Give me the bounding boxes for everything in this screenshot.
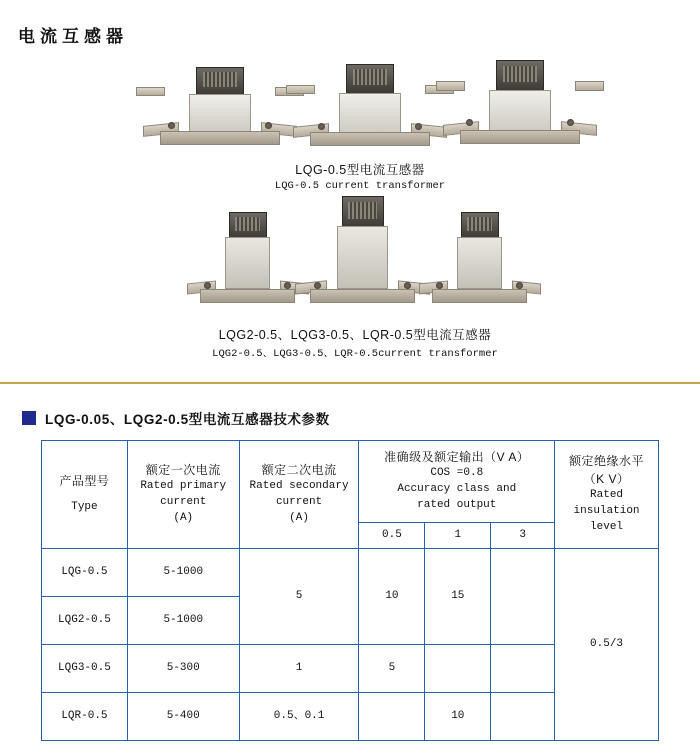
table-header-row	[42, 441, 659, 523]
transformer-photo-5	[310, 195, 415, 303]
section-heading-label: LQG-0.05、LQG2-0.5型电流互感器技术参数	[45, 412, 330, 427]
cell-primary: 5-400	[127, 693, 239, 741]
transformer-photo-4	[200, 213, 295, 303]
caption-cn: LQG-0.5型电流互感器	[295, 163, 425, 177]
product-photo-group-2	[190, 195, 520, 360]
transformer-photo-6	[432, 213, 527, 303]
header-accuracy-output: 准确级及额定输出（V A） COS =0.8 Accuracy class and rated output	[359, 441, 555, 523]
page-title: 电流互感器	[18, 27, 128, 46]
header-accuracy-col-2: 3	[491, 523, 555, 549]
cell-primary: 5-1000	[127, 549, 239, 597]
cell-out-05	[359, 693, 425, 741]
spec-table	[41, 440, 659, 741]
cell-primary: 5-300	[127, 645, 239, 693]
cell-out-05: 10	[359, 549, 425, 645]
photo-group-1-caption	[160, 160, 560, 192]
header-type: 产品型号 Type	[42, 441, 128, 549]
cell-out-05: 5	[359, 645, 425, 693]
header-insulation-level: 额定绝缘水平 （K V） Rated insulation level	[555, 441, 659, 549]
section-divider	[0, 382, 700, 384]
product-photo-group-1	[160, 50, 560, 192]
cell-secondary: 1	[239, 645, 359, 693]
transformer-photo-2	[310, 56, 430, 146]
transformer-photo-3	[460, 52, 580, 144]
cell-primary: 5-1000	[127, 597, 239, 645]
cell-insulation: 0.5/3	[555, 549, 659, 741]
spec-table-body	[42, 549, 659, 741]
cell-out-1: 10	[425, 693, 491, 741]
header-secondary-current: 额定二次电流 Rated secondary current (A)	[239, 441, 359, 549]
header-primary-current: 额定一次电流 Rated primary current (A)	[127, 441, 239, 549]
table-row	[42, 549, 659, 597]
caption-en: LQG2-0.5、LQG3-0.5、LQR-0.5current transformer	[212, 348, 498, 360]
cell-out-3	[491, 645, 555, 693]
cell-type: LQG3-0.5	[42, 645, 128, 693]
spec-table-head	[42, 441, 659, 549]
cell-secondary: 5	[239, 549, 359, 645]
square-marker-icon	[22, 411, 36, 425]
cell-type: LQG2-0.5	[42, 597, 128, 645]
cell-out-1	[425, 645, 491, 693]
header-accuracy-col-0: 0.5	[359, 523, 425, 549]
section-heading	[22, 408, 330, 428]
caption-cn: LQG2-0.5、LQG3-0.5、LQR-0.5型电流互感器	[218, 328, 492, 342]
caption-en: LQG-0.5 current transformer	[274, 180, 446, 192]
photo-group-2-caption	[190, 325, 520, 360]
cell-out-1: 15	[425, 549, 491, 645]
transformer-photo-1	[160, 60, 280, 145]
cell-out-3	[491, 693, 555, 741]
cell-out-3	[491, 549, 555, 645]
header-accuracy-col-1: 1	[425, 523, 491, 549]
cell-secondary: 0.5、0.1	[239, 693, 359, 741]
cell-type: LQG-0.5	[42, 549, 128, 597]
cell-type: LQR-0.5	[42, 693, 128, 741]
